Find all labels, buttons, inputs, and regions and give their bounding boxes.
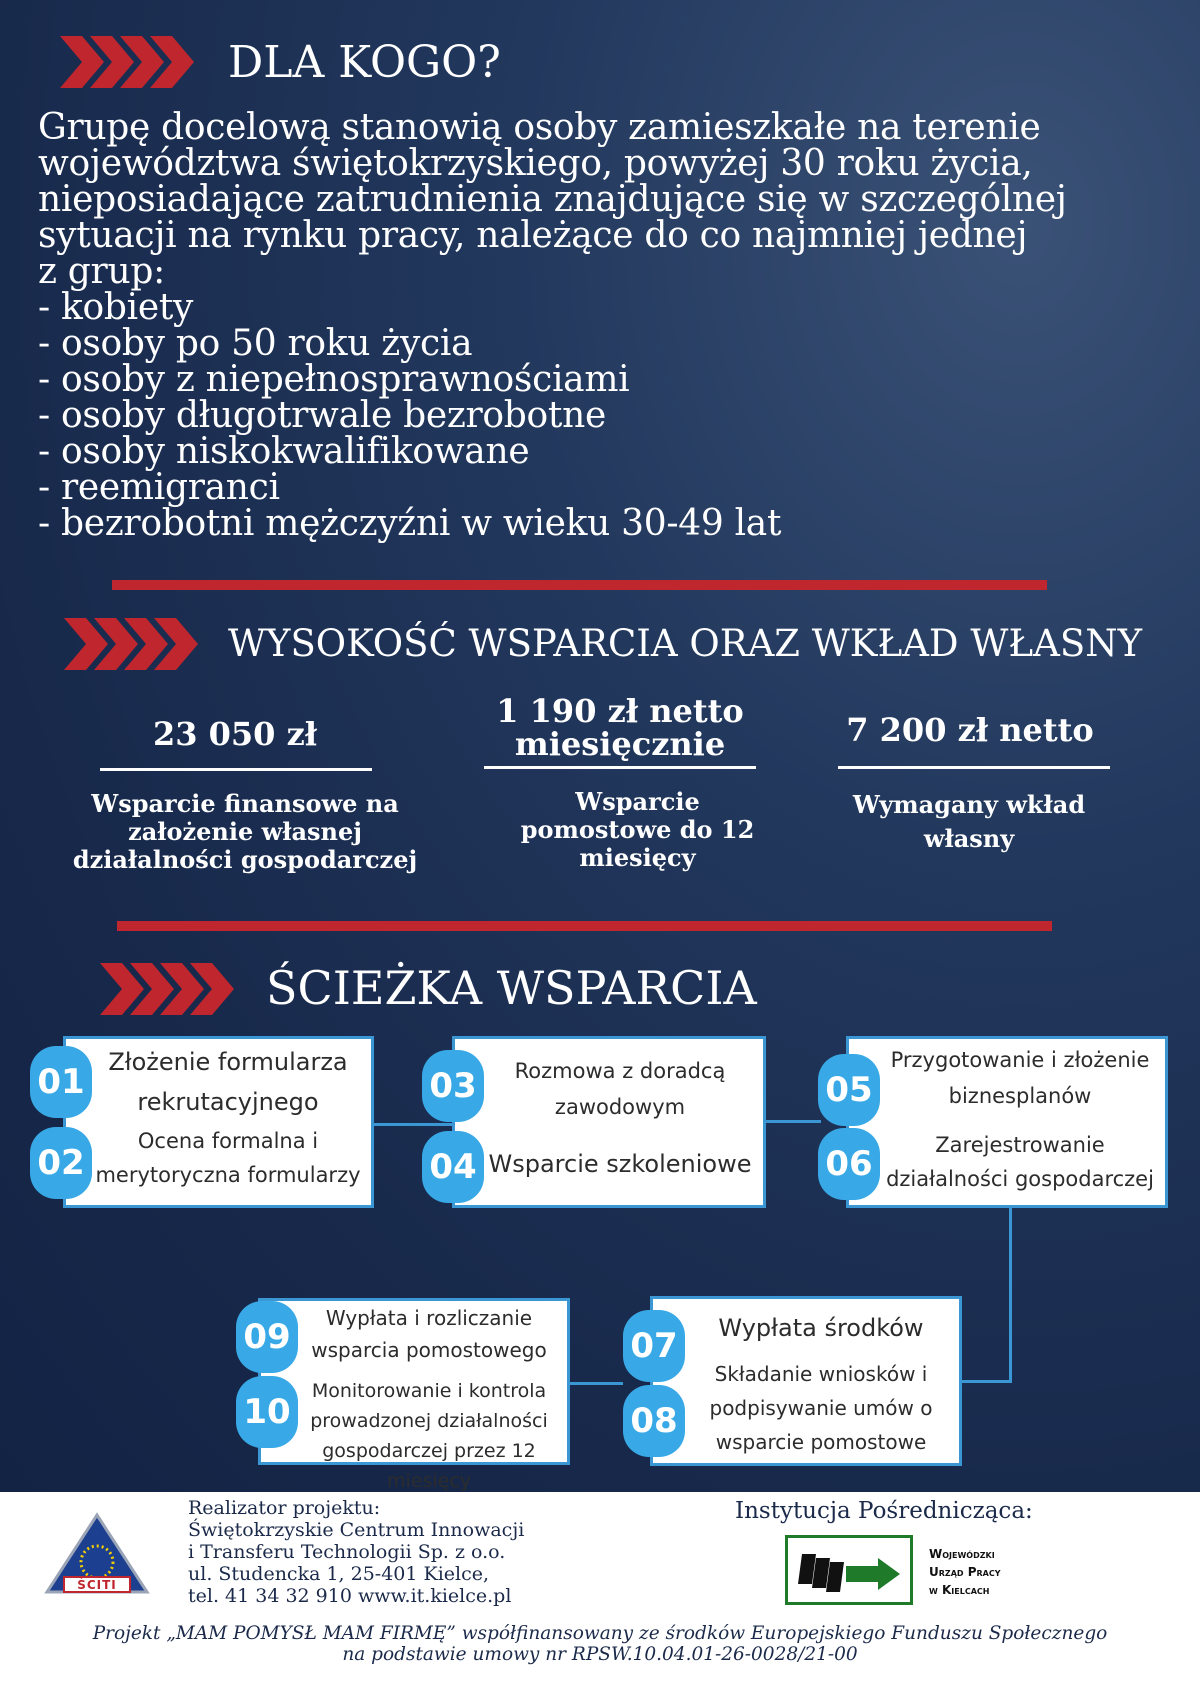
wup-name bbox=[929, 1545, 1001, 1599]
step-text: Wypłata i rozliczanie wsparcia pomostowego bbox=[311, 1306, 547, 1362]
wup-logo-icon bbox=[794, 1546, 906, 1596]
section-divider bbox=[112, 580, 1047, 590]
address-line: i Transferu Technologii Sp. z o.o. bbox=[188, 1541, 506, 1563]
group-item: - osoby długotrwale bezrobotne bbox=[38, 395, 606, 436]
step-badge-02: 02 bbox=[30, 1127, 92, 1199]
connector-line bbox=[765, 1120, 821, 1123]
amount-description: Wymagany wkład własny bbox=[852, 790, 1086, 853]
project-funding-note bbox=[0, 1623, 1200, 1665]
step-text: Wsparcie szkoleniowe bbox=[488, 1150, 752, 1178]
step-text: Monitorowanie i kontrola prowadzonej działalności gospodarczej przez 12 miesięcy bbox=[310, 1380, 548, 1492]
step-text: Składanie wniosków i podpisywanie umów o wsparcie pomostowe bbox=[709, 1362, 933, 1454]
target-group-text bbox=[38, 107, 1178, 544]
amount-value: 23 050 zł bbox=[152, 715, 318, 753]
connector-line bbox=[567, 1382, 623, 1385]
group-item: - kobiety bbox=[38, 287, 194, 328]
amount-underline bbox=[838, 766, 1110, 769]
address-line: tel. 41 34 32 910 www.it.kielce.pl bbox=[188, 1585, 512, 1607]
amount-value: 7 200 zł netto bbox=[846, 711, 1094, 749]
intro-line: Grupę docelową stanowią osoby zamieszkałe na terenie bbox=[38, 107, 1041, 148]
wup-name-line: Wojewódzki bbox=[929, 1547, 995, 1561]
intro-line: sytuacji na rynku pracy, należące do co najmniej jednej bbox=[38, 215, 1028, 256]
funding-line: Projekt „MAM POMYSŁ MAM FIRMĘ” współfinansowany ze środków Europejskiego Funduszu Społecznego bbox=[92, 1623, 1108, 1644]
section-divider bbox=[117, 921, 1052, 931]
amount-underline bbox=[100, 768, 372, 771]
amount-value: 1 190 zł netto miesięcznie bbox=[496, 692, 744, 763]
intro-line: województwa świętokrzyskiego, powyżej 30 roku życia, bbox=[38, 143, 1033, 184]
step-text: Wypłata środków bbox=[718, 1314, 924, 1342]
wup-name-line: w Kielcach bbox=[929, 1583, 990, 1597]
amount-description: Wsparcie pomostowe do 12 miesięcy bbox=[520, 787, 755, 872]
step-badge-03: 03 bbox=[422, 1050, 484, 1122]
chevron-arrows-icon bbox=[60, 36, 210, 88]
intro-line: z grup: bbox=[38, 251, 165, 292]
amount-underline bbox=[484, 766, 756, 769]
wup-name-line: Urząd Pracy bbox=[929, 1565, 1001, 1579]
step-badge-04: 04 bbox=[422, 1131, 484, 1203]
step-text: Złożenie formularza rekrutacyjnego bbox=[108, 1048, 348, 1116]
section-title-wsparcie: WYSOKOŚĆ WSPARCIA ORAZ WKŁAD WŁASNY bbox=[228, 622, 1142, 665]
realizator-address bbox=[188, 1519, 524, 1607]
wup-logo bbox=[785, 1535, 913, 1605]
chevron-arrows-icon bbox=[100, 963, 250, 1015]
connector-line bbox=[1009, 1207, 1012, 1383]
connector-line bbox=[372, 1123, 456, 1126]
step-badge-07: 07 bbox=[623, 1310, 685, 1382]
funding-line: na podstawie umowy nr RPSW.10.04.01-26-0028/21-00 bbox=[342, 1644, 858, 1665]
sciti-logo-text: ŚCITI bbox=[77, 1578, 117, 1592]
step-badge-06: 06 bbox=[818, 1128, 880, 1200]
step-badge-10: 10 bbox=[236, 1376, 298, 1448]
section-title-dla-kogo: DLA KOGO? bbox=[228, 37, 501, 88]
group-item: - osoby po 50 roku życia bbox=[38, 323, 473, 364]
address-line: Świętokrzyskie Centrum Innowacji bbox=[188, 1519, 525, 1541]
step-text: Rozmowa z doradcą zawodowym bbox=[514, 1059, 726, 1119]
group-item: - osoby z niepełnosprawnościami bbox=[38, 359, 630, 400]
step-text: Ocena formalna i merytoryczna formularzy bbox=[95, 1129, 361, 1187]
step-badge-01: 01 bbox=[30, 1046, 92, 1118]
section-title-sciezka: ŚCIEŻKA WSPARCIA bbox=[266, 961, 757, 1015]
chevron-arrows-icon bbox=[64, 618, 214, 670]
address-line: ul. Studencka 1, 25-401 Kielce, bbox=[188, 1563, 490, 1585]
step-badge-09: 09 bbox=[236, 1301, 298, 1373]
step-badge-05: 05 bbox=[818, 1054, 880, 1126]
group-item: - osoby niskokwalifikowane bbox=[38, 431, 530, 472]
instytucja-label: Instytucja Pośrednicząca: bbox=[735, 1498, 1033, 1524]
step-text: Przygotowanie i złożenie biznesplanów bbox=[890, 1048, 1150, 1108]
group-item: - reemigranci bbox=[38, 467, 280, 508]
step-text: Zarejestrowanie działalności gospodarczej bbox=[886, 1133, 1154, 1191]
intro-line: nieposiadające zatrudnienia znajdujące się w szczególnej bbox=[38, 179, 1067, 220]
realizator-label: Realizator projektu: bbox=[188, 1497, 381, 1519]
amount-description: Wsparcie finansowe na założenie własnej działalności gospodarczej bbox=[72, 789, 418, 874]
group-item: - bezrobotni mężczyźni w wieku 30-49 lat bbox=[38, 503, 782, 544]
connector-line bbox=[958, 1380, 1012, 1383]
step-badge-08: 08 bbox=[623, 1385, 685, 1457]
